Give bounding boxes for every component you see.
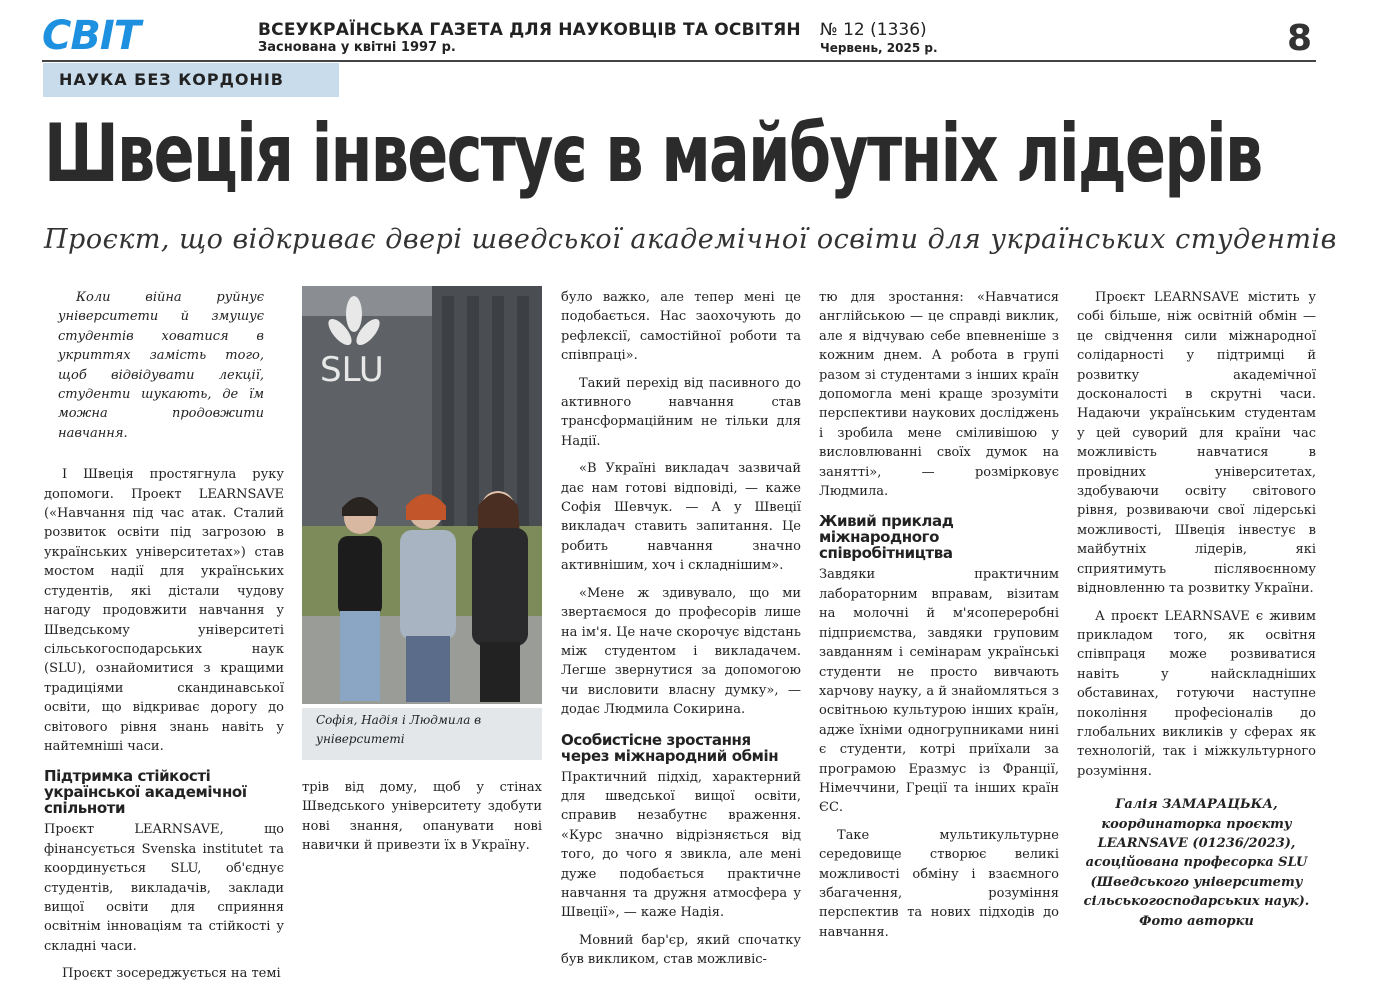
building-sign: SLU bbox=[320, 350, 384, 390]
newspaper-logo: СВІТ bbox=[42, 13, 141, 59]
lead-paragraph: Коли війна руйнує університети й змушує студентів ховатися в укриттях замість того, щоб відвідувати лекції, студенти шукають, де їм можна продовжити навчання. bbox=[58, 290, 264, 441]
photo-illustration bbox=[302, 286, 542, 704]
subheadline: Проєкт, що відкриває двері шведської академічної освіти для українських студентів bbox=[44, 224, 1337, 255]
paragraph: Такий перехід від пасивного до активного навчання став трансформаційним не тільки для Надії. bbox=[561, 375, 801, 449]
paragraph: Таке мультикультурне середовище створює великі можливості обміну і взаємного збагачення, розуміння перспектив та нових підходів до навчання. bbox=[819, 827, 1059, 940]
column-5 bbox=[1077, 288, 1316, 931]
paragraph: Практичний підхід, характерний для шведської вищої освіти, справив незабутнє враження. «Курс значно відрізняється від того, до чого я звикла, але мені дуже подобається практичне навчання та дружня атмосфера у Швеції», — каже Надія. bbox=[561, 769, 801, 921]
section-tag: НАУКА БЕЗ КОРДОНІВ bbox=[43, 63, 339, 97]
section-heading: Живий приклад міжнародного співробітництва bbox=[819, 512, 954, 563]
column-2 bbox=[302, 778, 542, 856]
paragraph: трів від дому, щоб у стінах Шведського університету здобути нові знання, опанувати нові навички й привезти їх в Україну. bbox=[302, 780, 542, 854]
photo-caption: Софія, Надія і Людмила в університеті bbox=[302, 708, 542, 760]
paragraph: Проєкт зосереджується на темі bbox=[62, 966, 281, 982]
founded-note: Заснована у квітні 1997 р. bbox=[258, 40, 456, 55]
paragraph: Завдяки практичним лабораторним вправам, візитам на молочні й м'ясопереробні підприємства, завдяки груповим завданням і семінарам українські студенти не просто вивчають харчову науку, а й знайомляться з освітньою культурою інших країн, адже їхніми одногрупниками нині є студенти, котрі приїхали за програмою Еразмус із Франції, Німеччини, Греції та інших країн ЄС. bbox=[819, 567, 1059, 816]
headline: Швеція інвестує в майбутніх лідерів bbox=[44, 107, 1262, 200]
column-4 bbox=[819, 288, 1059, 942]
column-3 bbox=[561, 288, 801, 970]
paragraph: Проєкт LEARNSAVE містить у собі більше, ніж освітній обмін — це свідчення сили міжнародної солідарності у підтримці й розвитку академічної досконалості в скрутні часи. Надаючи українським студентам у цей суворий для країни час можливість навчатися в провідних університетах, здобуваючи освіту світового рівня, розвиваючи свої лідерські можливості, Швеція інвестує в майбутніх лідерів, які сприятимуть післявоєнному відновленню та розвитку України. bbox=[1077, 290, 1316, 597]
paragraph: Мовний бар'єр, який спочатку був викликом, став можливіс- bbox=[561, 932, 801, 968]
paragraph: «Мене ж здивувало, що ми звертаємося до професорів лише на ім'я. Це наче скорочує відстань між студентом і викладачем. Легше звернутися за допомогою чи висловити власну думку», — додає Людмила Сокирина. bbox=[561, 585, 801, 718]
section-heading: Особистісне зростання через міжнародний обмін bbox=[561, 730, 779, 765]
paragraph: І Швеція простягнула руку допомоги. Проект LEARNSAVE («Навчання під час атак. Сталий розвиток освіти під загрозою в українських університетах») став мостом надії для українських студентів, які дістали чудову нагоду продовжити навчання у Шведському університеті сільськогосподарських наук (SLU), ознайомитися з кращими традиціями скандинавської освіти, що відкриває дорогу до світового рівня знань навіть у найтемніші часи. bbox=[44, 467, 284, 754]
paragraph: «В Україні викладач зазвичай дає нам готові відповіді, — каже Софія Шевчук. — А у Швеції викладач ставить запитання. Це робить навчання значно активнішим, хоч і складнішим». bbox=[561, 461, 801, 574]
newspaper-title: ВСЕУКРАЇНСЬКА ГАЗЕТА ДЛЯ НАУКОВЦІВ ТА ОСВІТЯН bbox=[258, 20, 801, 40]
header-rule bbox=[42, 60, 1316, 62]
article-photo bbox=[302, 286, 542, 704]
paragraph: А проєкт LEARNSAVE є живим прикладом того, як освітня співпраця може розвиватися навіть у найскладніших обставинах, готуючи наступне покоління професіоналів до глобальних викликів у сферах як технологій, так і міжкультурного розуміння. bbox=[1077, 608, 1316, 779]
page-number: 8 bbox=[1287, 18, 1313, 59]
issue-number: № 12 (1336) bbox=[820, 20, 927, 40]
author-signature: Галія ЗАМАРАЦЬКА, координаторка проєкту LEARNSAVE (01236/2023), асоційована професорка SLU (Шведського університету сільськогосподарських наук). Фото авторки bbox=[1083, 797, 1310, 929]
paragraph: було важко, але тепер мені це подобається. Нас заохочують до рефлексії, самостійної роботи та співпраці». bbox=[561, 290, 801, 364]
paragraph: тю для зростання: «Навчатися англійською — це справді виклик, але я відчуваю себе впевненіше з кожним днем. А робота в групі разом зі студентами з інших країн допомогла мені краще зрозуміти перспективи наукових досліджень і зробила мене сміливішою у висловлюванні своїх думок на занятті», — розмірковує Людмила. bbox=[819, 290, 1059, 500]
column-1 bbox=[44, 288, 284, 984]
section-heading: Підтримка стійкості української академічної спільноти bbox=[44, 767, 247, 818]
issue-date: Червень, 2025 р. bbox=[820, 41, 938, 55]
paragraph: Проєкт LEARNSAVE, що фінансується Svenska institutet та координується SLU, об'єднує студентів, викладачів, заклади вищої освіти для сприяння освітнім інноваціям та стійкості у складні часи. bbox=[44, 822, 284, 954]
